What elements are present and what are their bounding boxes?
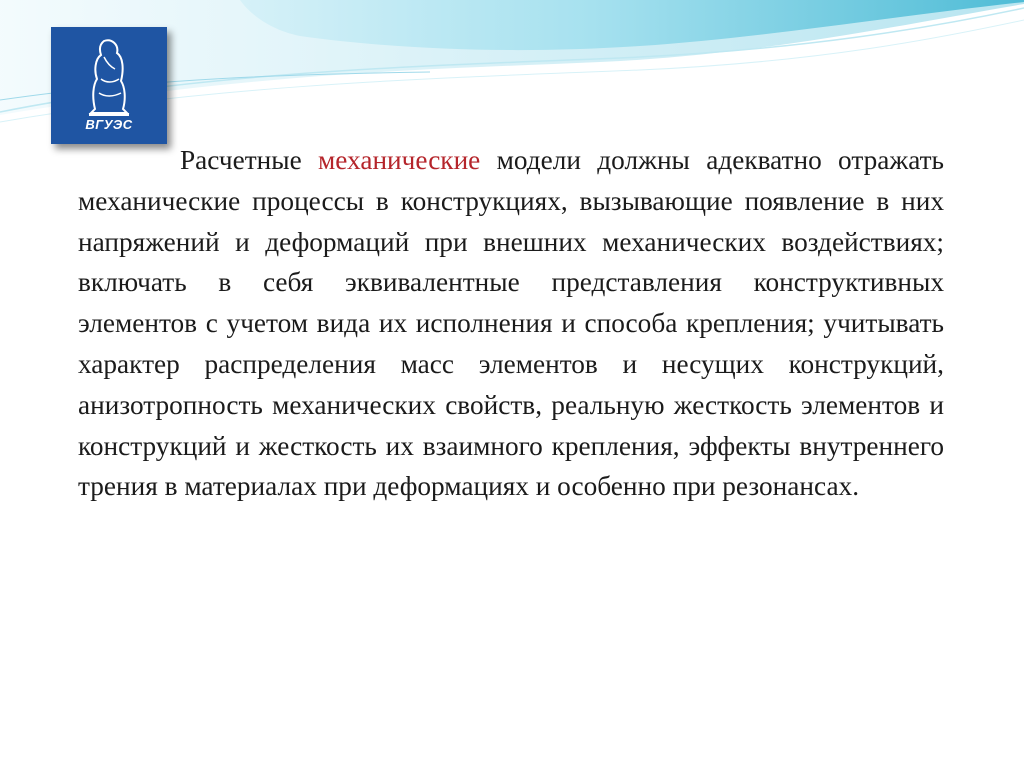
logo-text: ВГУЭС: [85, 117, 133, 132]
paragraph-lead: Расчетные: [180, 145, 319, 175]
body-paragraph: [78, 140, 944, 507]
university-logo: [51, 27, 167, 144]
paragraph-rest: модели должны адекватно отражать механические процессы в конструкциях, вызывающие появление в них напряжений и деформаций при внешних механических воздействиях; включать в себя эквивалентные представления конструктивных элементов с учетом вида их исполнения и способа крепления; учитывать характер распределения масс элементов и несущих конструкций, анизотропность механических свойств, реальную жесткость элементов и конструкций и жесткость их взаимного крепления, эффекты внутреннего трения в материалах при деформациях и особенно при резонансах.: [78, 145, 944, 502]
paragraph-highlight: механические: [318, 145, 481, 175]
